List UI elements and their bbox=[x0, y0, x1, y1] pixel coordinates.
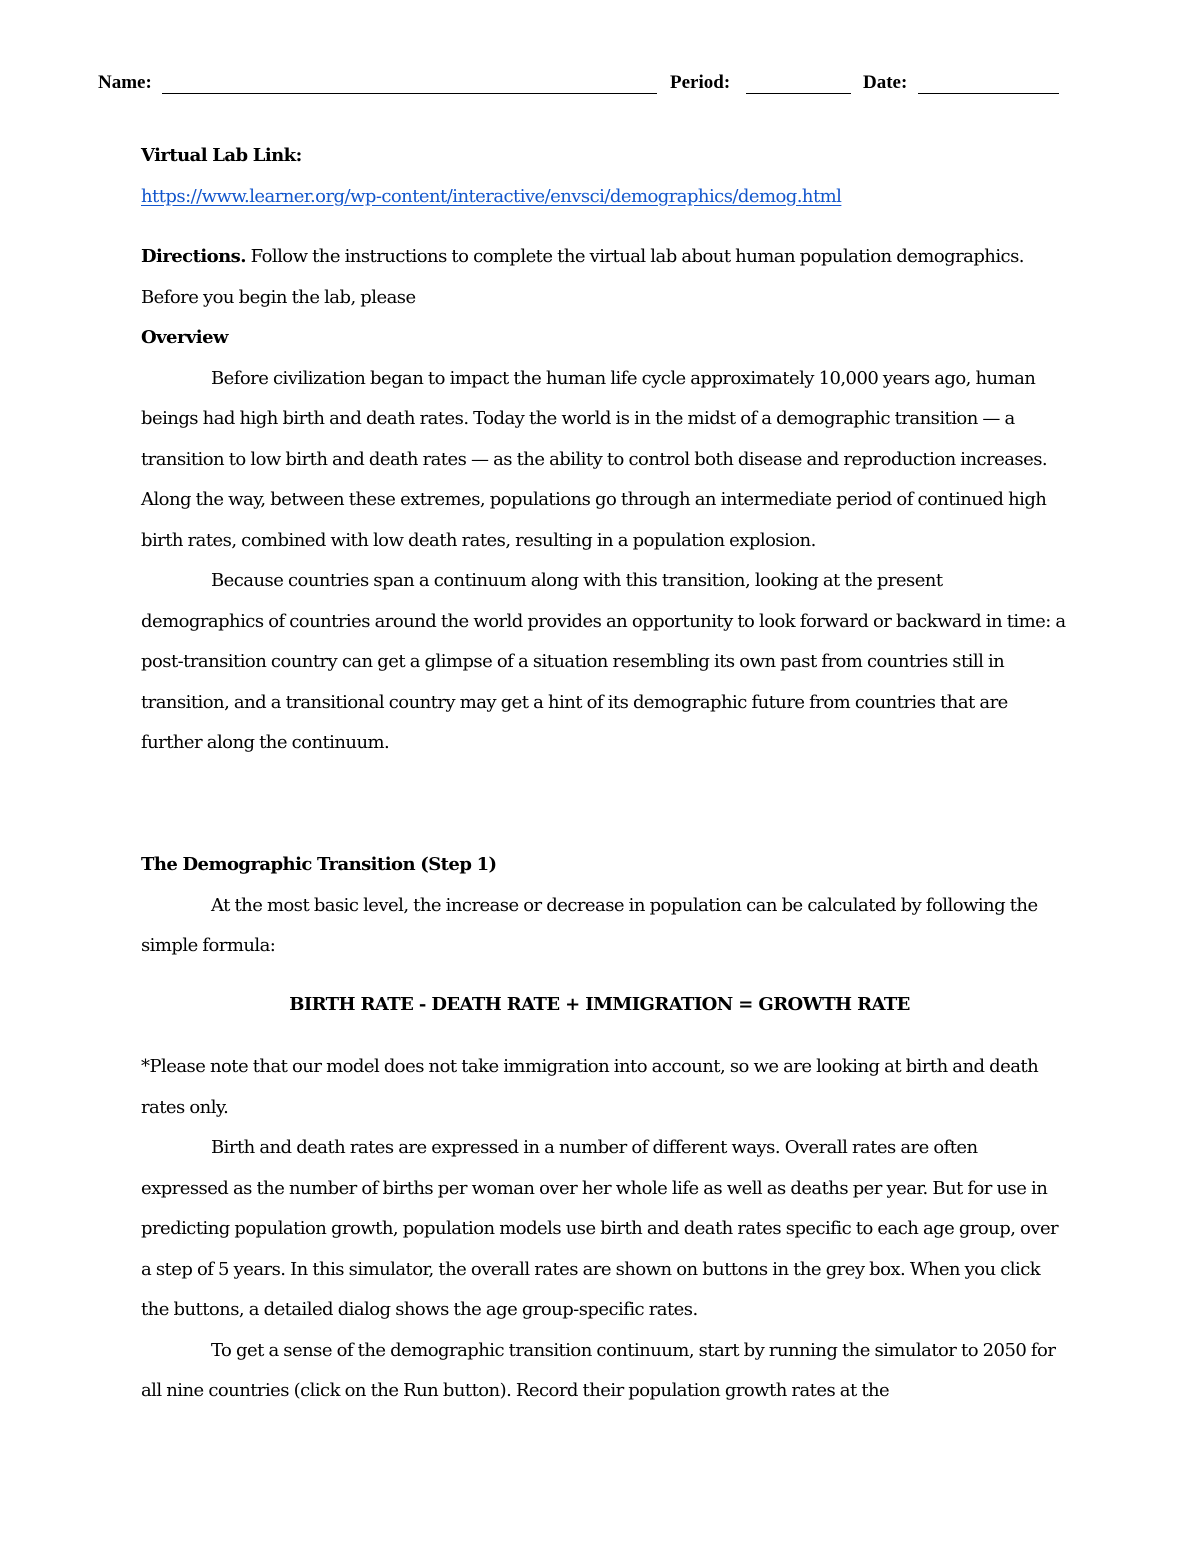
overview-paragraph-2: Because countries span a continuum along with this transition, looking at the present demographics of countries around the world provides an opportunity to look forward or backward in time: a post-transition country can get a glimpse of a situation resembling its own past from countries still in transition, and a transitional country may get a hint of its demographic future from countries that are further along the continuum. bbox=[141, 570, 1066, 753]
lab-link-url[interactable]: https://www.learner.org/wp-content/interactive/envsci/demographics/demog.html bbox=[141, 185, 842, 207]
period-label: Period: bbox=[670, 72, 731, 93]
name-blank-line[interactable] bbox=[162, 93, 657, 94]
immigration-note: *Please note that our model does not take immigration into account, so we are looking at birth and death rates only. bbox=[141, 1056, 1039, 1118]
step1-intro: At the most basic level, the increase or decrease in population can be calculated by following the simple formula: bbox=[141, 894, 1038, 956]
step1-paragraph-1: Birth and death rates are expressed in a number of different ways. Overall rates are often expressed as the number of births per woman over her whole life as well as deaths per year. But for use in predicting population growth, population models use birth and death rates specific to each age group, over a step of 5 years. In this simulator, the overall rates are shown on buttons in the grey box. When you click the buttons, a detailed dialog shows the age group-specific rates. bbox=[141, 1137, 1059, 1320]
lab-link-label: Virtual Lab Link: bbox=[141, 145, 302, 166]
date-blank-line[interactable] bbox=[918, 93, 1059, 94]
overview-heading: Overview bbox=[141, 327, 228, 348]
date-label: Date: bbox=[863, 72, 908, 93]
directions-paragraph bbox=[141, 237, 1066, 318]
period-blank-line[interactable] bbox=[746, 93, 851, 94]
directions-text: Follow the instructions to complete the virtual lab about human population demographics. Before you begin the lab, please bbox=[141, 246, 1024, 308]
student-info-header bbox=[98, 72, 1060, 98]
directions-label: Directions. bbox=[141, 246, 246, 267]
directions-overview-section bbox=[141, 237, 1066, 764]
growth-rate-formula: BIRTH RATE - DEATH RATE + IMMIGRATION = GROWTH RATE bbox=[289, 994, 910, 1015]
overview-paragraph-1: Before civilization began to impact the human life cycle approximately 10,000 years ago, human beings had high birth and death rates. Today the world is in the midst of a demographic transition — a transition to low birth and death rates — as the ability to control both disease and reproduction increases. Along the way, between these extremes, populations go through an intermediate period of continued high birth rates, combined with low death rates, resulting in a population explosion. bbox=[141, 367, 1048, 551]
step1-details bbox=[141, 1047, 1066, 1412]
lab-link-section bbox=[141, 136, 1066, 217]
step1-section bbox=[141, 845, 1066, 967]
step1-paragraph-2: To get a sense of the demographic transition continuum, start by running the simulator to 2050 for all nine countries (click on the Run button). Record their population growth rates at the bbox=[141, 1339, 1056, 1401]
name-label: Name: bbox=[98, 72, 152, 93]
step1-heading: The Demographic Transition (Step 1) bbox=[141, 854, 497, 875]
